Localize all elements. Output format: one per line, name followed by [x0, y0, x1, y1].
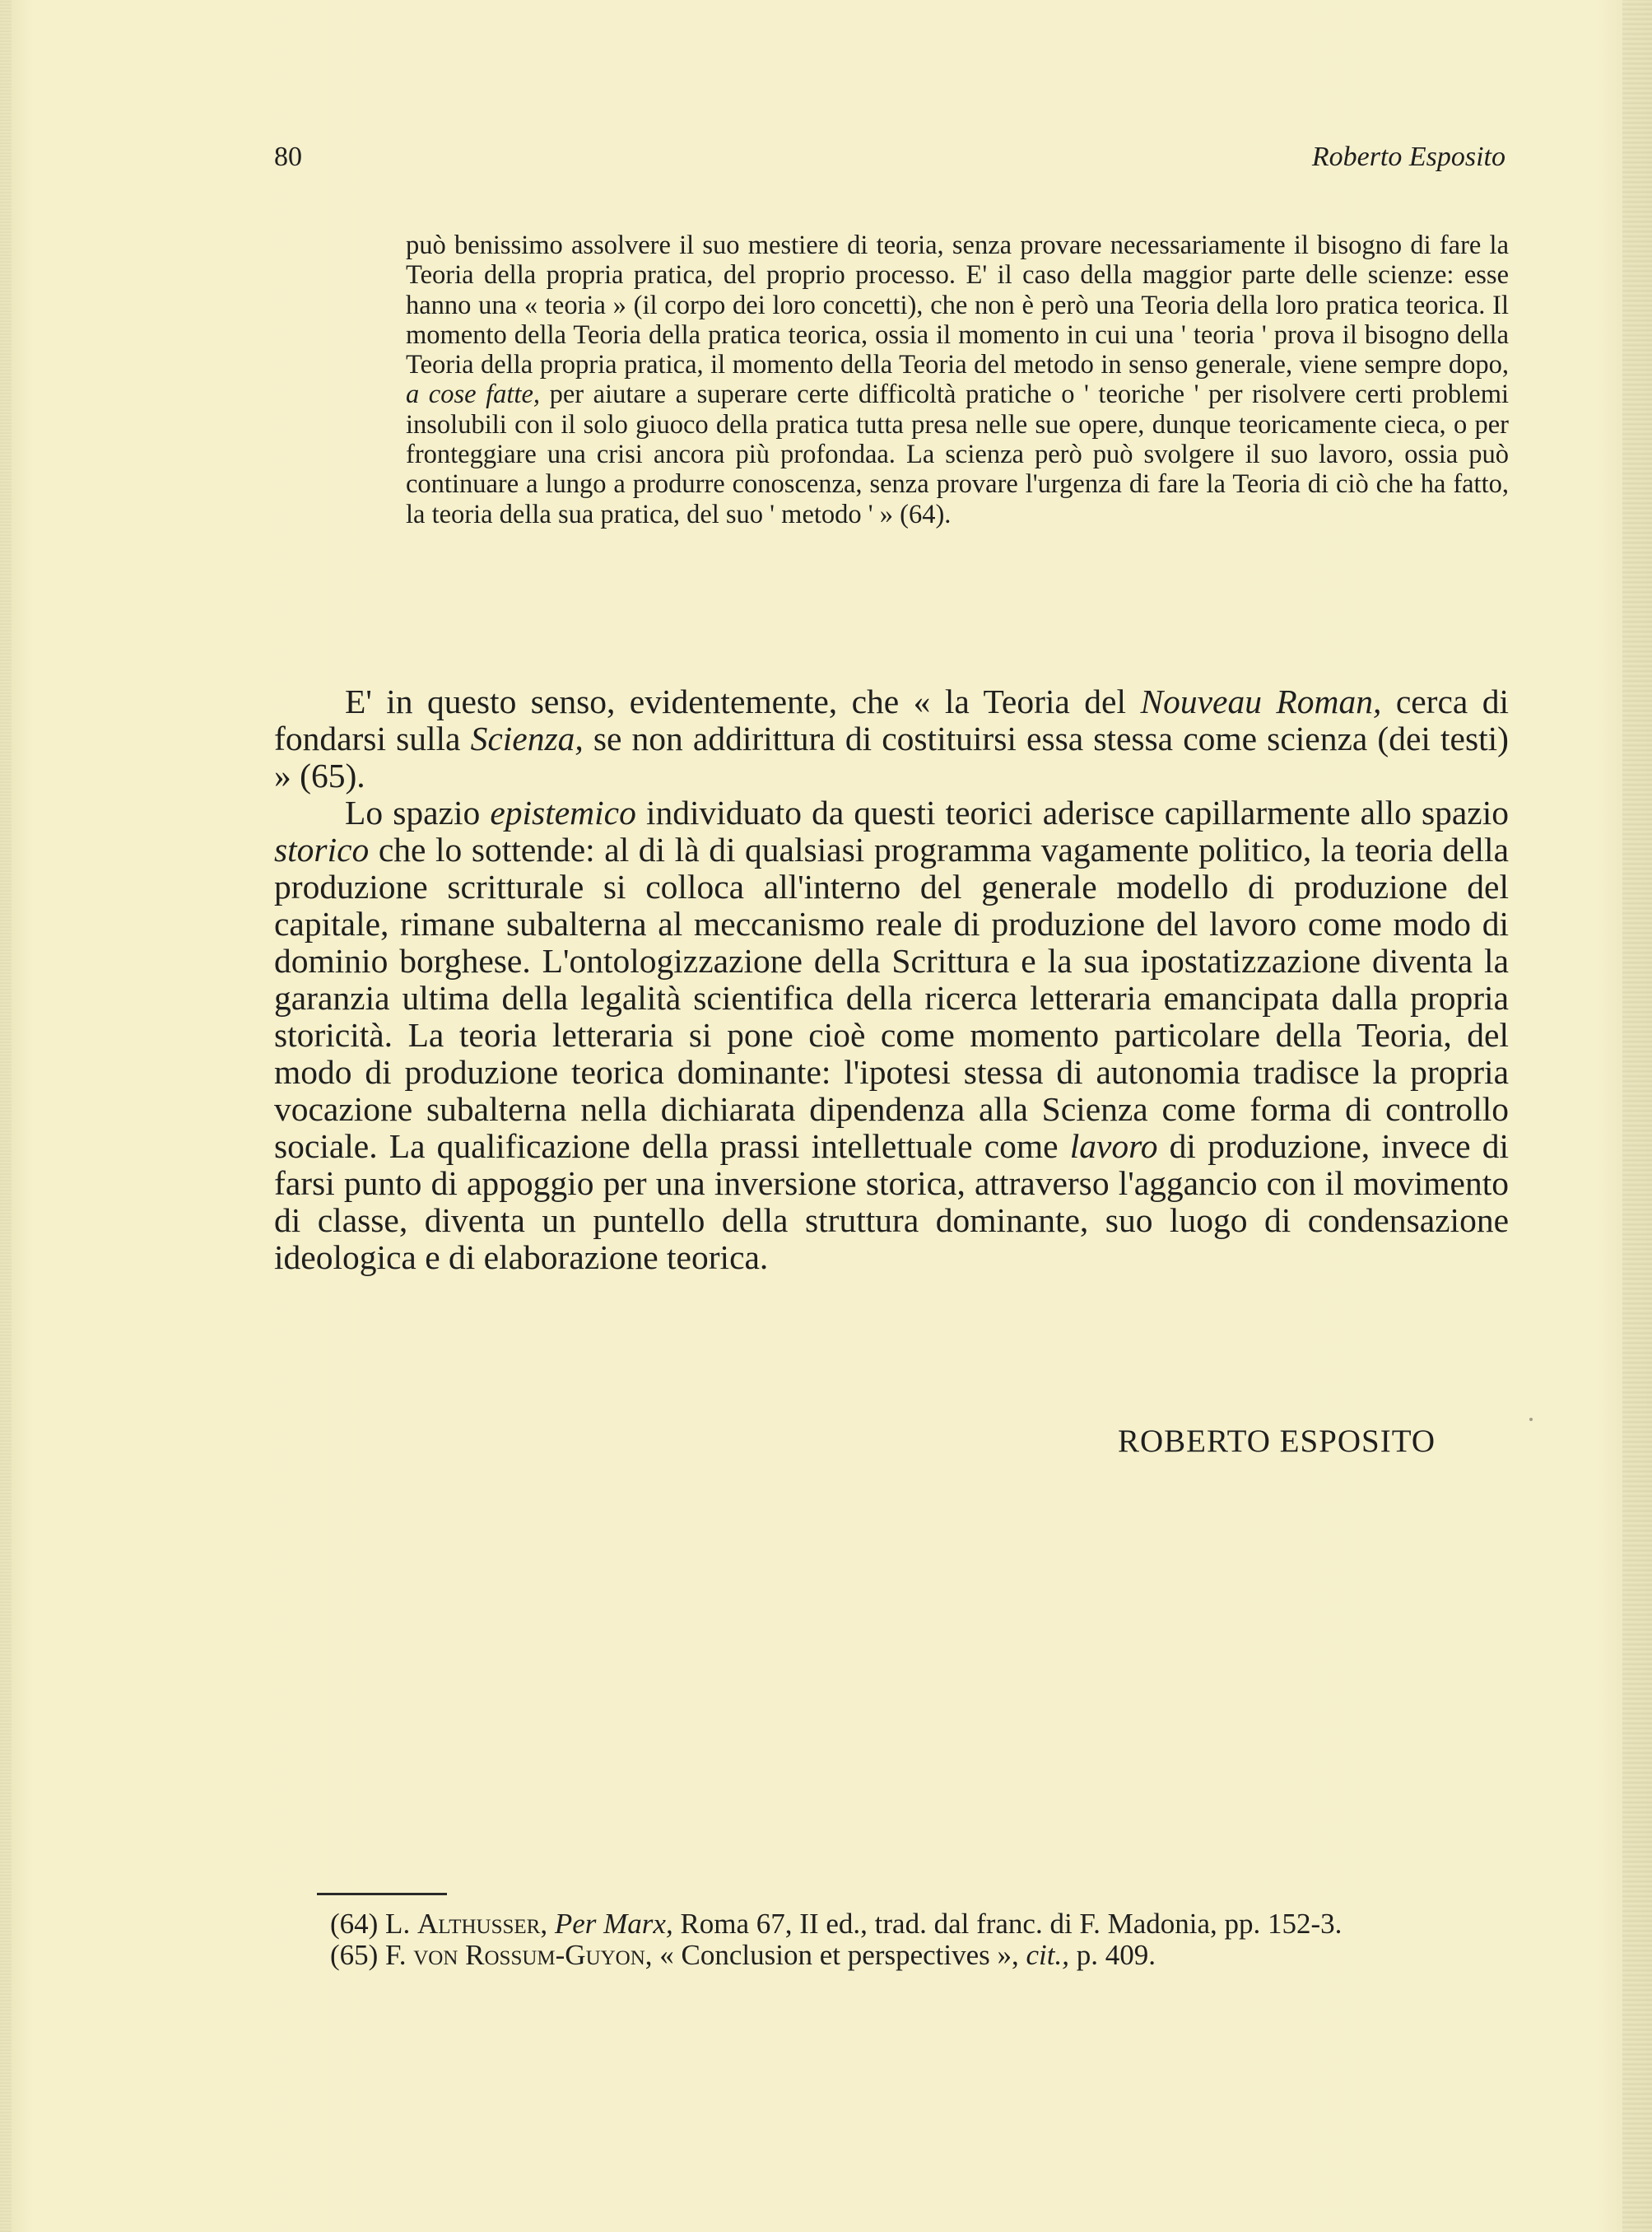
page-number: 80 [274, 142, 302, 172]
p1-emphasis-2: Scienza, [470, 720, 584, 757]
footnote-rule [317, 1893, 447, 1895]
p2-text-3: che lo sottende: al di là di qualsiasi programma vagamente politico, la teoria della produzione scritturale si colloca all'interno del generale modello di produzione del capitale, rimane subalterna al meccanismo reale di produzione del lavoro come modo di dominio borghese. L'ontologizzazione della Scrittura e la sua ipostatizzazione diventa la garanzia ultima della legalità scientifica della ricerca letteraria emancipata dalla propria storicità. La teoria letteraria si pone cioè come momento particolare della Teoria, del modo di produzione teorica dominante: l'ipotesi stessa di autonomia tradisce la propria vocazione subalterna nella dichiarata dipendenza alla Scienza come forma di controllo sociale. La qualificazione della prassi intellettuale come [274, 831, 1509, 1165]
quote-emphasis-1: a cose fatte, [406, 380, 541, 410]
scan-left-edge [0, 0, 12, 2232]
paragraph-2 [274, 794, 1509, 1276]
p2-text-4: di produzione, invece di farsi punto di appoggio per una inversione storica, attraverso l'aggancio con il movimento di classe, diventa un puntello della struttura dominante, suo luogo di condensazione ideologica e di elaborazione teorica. [274, 1127, 1510, 1276]
fn64-title: Per Marx, [554, 1908, 673, 1940]
quote-text-2: per aiutare a superare certe difficoltà pratiche o ' teoriche ' per risolvere certi problemi insolubili con il solo giuoco della pratica tutta presa nelle sue opere, dunque teoricamente cieca, o per fronteggiare una crisi ancora più profondaa. La scienza però può svolgere il suo lavoro, ossia può continuare a lungo a produrre conoscenza, senza provare l'urgenza di fare la Teoria di ciò che ha fatto, la teoria della sua pratica, del suo ' metodo ' » (64). [406, 380, 1509, 529]
p1-emphasis-1: Nouveau Roman, [1140, 683, 1382, 720]
fn65-title: « Conclusion et perspectives », [659, 1939, 1019, 1971]
fn64-number: (64) L. [330, 1908, 411, 1940]
p2-text-2: individuato da questi teorici aderisce capillarmente allo spazio [645, 794, 1510, 832]
fn65-author: von Rossum-Guyon, [413, 1939, 653, 1971]
quote-paragraph [406, 231, 1509, 529]
author-signature: ROBERTO ESPOSITO [1117, 1424, 1436, 1459]
main-text [274, 683, 1509, 1276]
fn65-cit: cit., [1026, 1939, 1069, 1971]
quote-text-1: può benissimo assolvere il suo mestiere di teoria, senza provare necessariamente il bisogno di fare la Teoria della propria pratica, del proprio processo. E' il caso della maggior parte delle scienze: esse hanno una « teoria » (il corpo dei loro concetti), che non è però una Teoria della loro pratica teorica. Il momento della Teoria della pratica teorica, ossia il momento in cui una ' teoria ' prova il bisogno della Teoria della propria pratica, il momento della Teoria del metodo in senso generale, viene sempre dopo, [406, 231, 1509, 380]
fn65-number: (65) F. [330, 1939, 407, 1971]
page-header [274, 142, 1505, 183]
fn64-rest: Roma 67, II ed., trad. dal franc. di F. Madonia, pp. 152-3. [680, 1908, 1343, 1940]
running-head: Roberto Esposito [1311, 142, 1505, 172]
footnote-64 [274, 1908, 1509, 1940]
fn65-rest: p. 409. [1076, 1939, 1156, 1971]
p2-text-1: Lo spazio [345, 794, 481, 832]
p1-text-3: se non addirittura di costituirsi essa stessa come scienza (dei testi) » (65). [274, 720, 1510, 794]
scan-right-edge [1622, 0, 1652, 2232]
fn64-author: Althusser, [416, 1908, 548, 1940]
p1-text-2: cerca di fondarsi sulla [274, 683, 1510, 757]
footnote-65 [274, 1940, 1509, 1971]
scan-speck [1529, 1418, 1533, 1421]
p1-text-1: E' in questo senso, evidentemente, che « la Teoria del [345, 683, 1126, 720]
footnotes [274, 1908, 1509, 1971]
block-quote [406, 231, 1509, 529]
p2-emphasis-1: epistemico [490, 794, 636, 832]
p2-emphasis-3: lavoro [1069, 1127, 1158, 1165]
paragraph-1 [274, 683, 1509, 794]
p2-emphasis-2: storico [274, 831, 370, 869]
